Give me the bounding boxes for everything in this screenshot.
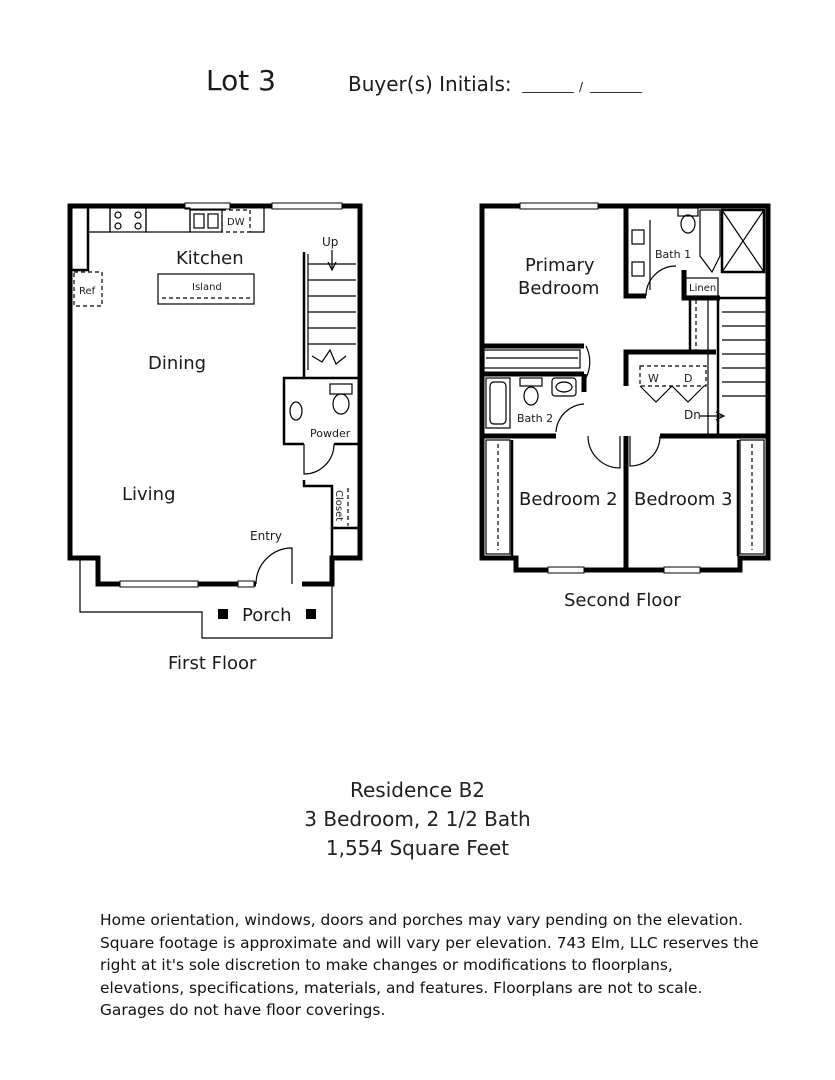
- primary-bedroom-label-2: Bedroom: [518, 278, 600, 299]
- bedroom3-label: Bedroom 3: [634, 489, 733, 510]
- window: [185, 203, 230, 209]
- toilet: [333, 394, 349, 414]
- dw-label: DW: [227, 217, 245, 228]
- ref-label: Ref: [79, 286, 96, 297]
- island-label: Island: [192, 282, 222, 293]
- lot-title: Lot 3: [206, 64, 276, 97]
- dining-label: Dining: [148, 353, 207, 374]
- bath1-toilet: [681, 215, 695, 233]
- porch-outline: [80, 558, 332, 638]
- bath2-toilet-tank: [520, 378, 542, 386]
- bath2-toilet: [524, 387, 538, 405]
- residence-name: Residence B2: [349, 778, 486, 802]
- residence-rooms: 3 Bedroom, 2 1/2 Bath: [304, 807, 531, 831]
- porch-post: [306, 609, 316, 619]
- closet-label: Closet: [333, 490, 344, 522]
- sink: [190, 210, 222, 232]
- primary-door: [586, 346, 590, 378]
- window: [520, 203, 598, 209]
- first-floor-caption: First Floor: [168, 653, 257, 674]
- disclaimer: Home orientation, windows, doors and porches may vary pending on the elevation. Square footage is approximate and will vary per elevation. 743 Elm, LLC reserves the right at it's sole discretion to make changes or modifications to floorplans, elevations, specifications, materials, and features. Floorplans are not to scale. Garages do not have floor coverings.: [100, 911, 759, 1020]
- bath2-label: Bath 2: [517, 412, 554, 425]
- living-label: Living: [122, 484, 176, 505]
- primary-bedroom-label-1: Primary: [525, 255, 595, 276]
- powder-label: Powder: [310, 427, 351, 440]
- porch-label: Porch: [242, 605, 292, 626]
- laundry-doors: [640, 386, 704, 402]
- window: [548, 567, 584, 573]
- kitchen-label: Kitchen: [176, 248, 244, 269]
- bath1-shower: [700, 210, 720, 272]
- window: [238, 581, 254, 587]
- bath1-label: Bath 1: [655, 248, 692, 261]
- entry-door: [256, 548, 292, 584]
- toilet-tank: [330, 384, 352, 394]
- window: [272, 203, 342, 209]
- residence-sqft: 1,554 Square Feet: [325, 836, 510, 860]
- buyer-initials-label: Buyer(s) Initials:: [348, 72, 512, 96]
- first-floor-plan: [70, 203, 360, 674]
- powder-sink: [290, 402, 302, 420]
- window: [664, 567, 700, 573]
- linen-label: Linen: [689, 283, 717, 294]
- bedroom3-door: [630, 436, 660, 466]
- second-floor-plan: [482, 203, 768, 611]
- up-label: Up: [322, 235, 339, 249]
- bedroom2-label: Bedroom 2: [519, 489, 618, 510]
- bath2-door: [556, 404, 584, 432]
- second-floor-caption: Second Floor: [564, 590, 681, 611]
- initials-separator: /: [579, 80, 584, 94]
- dryer-label: D: [684, 372, 693, 385]
- down-label: Dn: [684, 408, 701, 422]
- washer-label: W: [648, 372, 659, 385]
- entry-label: Entry: [250, 529, 282, 543]
- powder-door: [304, 444, 334, 474]
- bedroom2-door: [588, 436, 620, 468]
- window: [120, 581, 198, 587]
- primary-closet: [484, 350, 580, 368]
- porch-post: [218, 609, 228, 619]
